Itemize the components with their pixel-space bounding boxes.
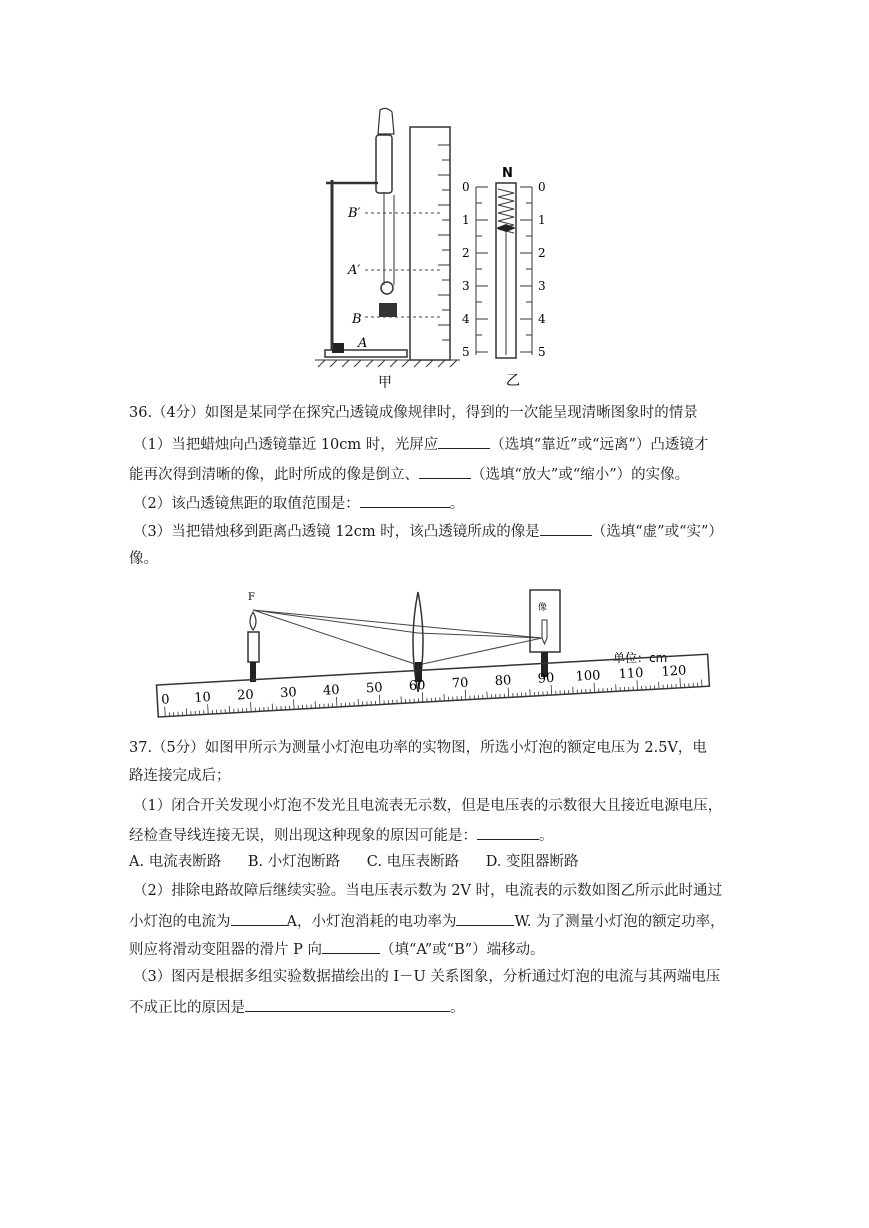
q36-line-4 — [133, 492, 464, 514]
option-d[interactable]: D. 变阻器断路 — [485, 854, 579, 870]
ruler-tick — [251, 702, 252, 712]
inverted-image-icon — [542, 620, 547, 644]
ruler-label: 90 — [537, 670, 555, 687]
ruler-tick — [294, 699, 295, 709]
q37-text: 经检查导线连接无误，则出现这种现象的原因可能是： — [129, 828, 477, 844]
ruler-label: 70 — [451, 675, 469, 692]
q36-text: 能再次得到清晰的像，此时所成的像是倒立、 — [129, 467, 419, 483]
ruler-tick — [379, 695, 380, 705]
q37-line-6: （2）排除电路故障后继续实验。当电压表示数为 2V 时，电流表的示数如图乙所示此时通过 — [133, 883, 723, 899]
q37-line-7 — [129, 910, 725, 932]
q37-line-2: 路连接完成后； — [129, 768, 231, 784]
ruler-label: 40 — [322, 682, 341, 699]
label-b: B — [352, 312, 362, 327]
q36-text: （1）当把蜡烛向凸透镜靠近 10cm 时，光屏应 — [133, 437, 439, 453]
ruler-tick — [508, 687, 509, 697]
level-lines — [365, 213, 440, 317]
screen-image-label: 像 — [538, 603, 548, 613]
q37-text: 。 — [450, 1000, 465, 1016]
light-rays — [253, 610, 542, 665]
answer-blank[interactable] — [477, 824, 539, 840]
meter-right-tick: 0 — [538, 180, 546, 194]
ruler-label: 100 — [575, 668, 601, 685]
ruler-ticks — [438, 145, 450, 340]
weight-hook — [381, 282, 393, 294]
option-a[interactable]: A. 电流表断路 — [129, 854, 222, 870]
meter-right-tick: 5 — [538, 345, 546, 359]
q36-line-3 — [129, 463, 689, 485]
q37-text: 则应将滑动变阻器的滑片 P 向 — [129, 942, 322, 958]
answer-blank[interactable] — [322, 938, 380, 954]
q37-text: 。 — [539, 828, 554, 844]
ruler-tick — [594, 683, 595, 693]
ruler-tick — [336, 697, 337, 707]
meter-right-tick: 2 — [538, 246, 546, 260]
answer-blank[interactable] — [540, 520, 592, 536]
ruler-tick — [637, 680, 638, 690]
spring-scale-body — [376, 135, 392, 193]
q37-text: 不成正比的原因是 — [129, 1000, 245, 1016]
meter-right-tick: 1 — [538, 213, 546, 227]
ruler-tick — [208, 704, 209, 714]
q36-line-2 — [133, 433, 708, 455]
figure-optical-bench — [150, 580, 720, 730]
meter-left-tick: 0 — [462, 180, 470, 194]
q37-line-3: （1）闭合开关发现小灯泡不发光且电流表无示数，但是电压表的示数很大且接近电源电压， — [133, 798, 723, 814]
q36-text: （3）当把错烛移到距离凸透镜 12cm 时，该凸透镜所成的像是 — [133, 524, 540, 540]
q36-text: （选填“放大”或“缩小”）的实像。 — [471, 467, 690, 483]
q37-line-10 — [129, 996, 465, 1018]
meter-right-tick: 3 — [538, 279, 546, 293]
label-a-prime: A′ — [348, 263, 361, 278]
ruler-label: 60 — [408, 678, 426, 694]
figure-spring-scale — [310, 105, 570, 395]
q37-options — [129, 852, 601, 872]
meter-right-labels — [538, 180, 546, 359]
q36-text: （选填“虚”或“实”） — [591, 524, 723, 540]
q36-text: （选填“靠近”或“远离”）凸透镜才 — [490, 437, 709, 453]
q37-text: 小灯泡的电流为 — [129, 914, 231, 930]
ruler-label: 110 — [618, 665, 644, 683]
answer-blank[interactable] — [419, 463, 471, 479]
q36-line-6: 像。 — [129, 551, 158, 567]
answer-blank[interactable] — [360, 492, 450, 508]
candle-label: F — [248, 592, 255, 603]
option-b[interactable]: B. 小灯泡断路 — [247, 854, 341, 870]
meter-left-tick: 2 — [462, 246, 470, 260]
caption-jia: 甲 — [378, 375, 392, 391]
q37-text: （填“A”或“B”）端移动。 — [379, 942, 545, 958]
meter-left-scale — [476, 187, 488, 355]
hand-icon — [378, 108, 394, 134]
ground-hatch — [315, 360, 460, 367]
meter-right-tick: 4 — [538, 312, 546, 326]
label-a: A — [358, 336, 368, 351]
unit-label: 单位：cm — [613, 651, 668, 665]
meter-top-label: N — [502, 166, 513, 181]
q37-line-1: 37.（5分）如图甲所示为测量小灯泡电功率的实物图，所选小灯泡的额定电压为 2.5V，电 — [129, 740, 707, 756]
ruler-label: 30 — [279, 685, 298, 702]
answer-blank[interactable] — [438, 433, 490, 449]
q36-line-1: 36.（4分）如图是某同学在探究凸透镜成像规律时，得到的一次能呈现清晰图象时的情景 — [129, 405, 698, 421]
meter-left-tick: 1 — [462, 213, 470, 227]
ruler-tick — [465, 690, 466, 700]
ruler-label: 120 — [661, 663, 687, 680]
weight-block — [379, 303, 397, 317]
ruler-tick — [165, 707, 166, 717]
q37-line-4 — [129, 824, 554, 846]
q37-text: W. 为了测量小灯泡的额定功率， — [514, 914, 725, 930]
label-b-prime: B′ — [348, 206, 361, 221]
ruler-label: 10 — [193, 690, 212, 706]
q36-text: （2）该凸透镜焦距的取值范围是： — [133, 496, 360, 512]
q36-text: 。 — [449, 496, 465, 512]
answer-blank[interactable] — [245, 996, 450, 1012]
q36-line-5 — [133, 520, 723, 542]
meter-right-scale — [520, 187, 532, 355]
stand-foot — [332, 343, 344, 353]
caption-yi: 乙 — [506, 373, 520, 389]
ruler-label: 20 — [236, 687, 255, 704]
q37-line-8 — [129, 938, 545, 960]
ruler-tick — [680, 678, 681, 688]
q37-line-9: （3）图丙是根据多组实验数据描绘出的 I－U 关系图象，分析通过灯泡的电流与其两端电压 — [133, 969, 721, 985]
meter-left-tick: 3 — [462, 279, 470, 293]
meter-left-tick: 4 — [462, 312, 470, 326]
ruler-tick — [422, 692, 423, 702]
ruler-tick — [551, 685, 552, 695]
q37-text: A，小灯泡消耗的电功率为 — [286, 914, 457, 930]
option-c[interactable]: C. 电压表断路 — [366, 854, 460, 870]
ruler-label: 50 — [365, 680, 383, 697]
candle-flame-icon — [250, 612, 256, 630]
answer-blank[interactable] — [231, 910, 287, 926]
meter-left-tick: 5 — [462, 345, 470, 359]
answer-blank[interactable] — [456, 910, 514, 926]
candle-body — [248, 632, 259, 662]
ruler-label: 0 — [160, 692, 171, 708]
ruler-label: 80 — [494, 673, 512, 690]
meter-left-labels — [462, 180, 470, 359]
